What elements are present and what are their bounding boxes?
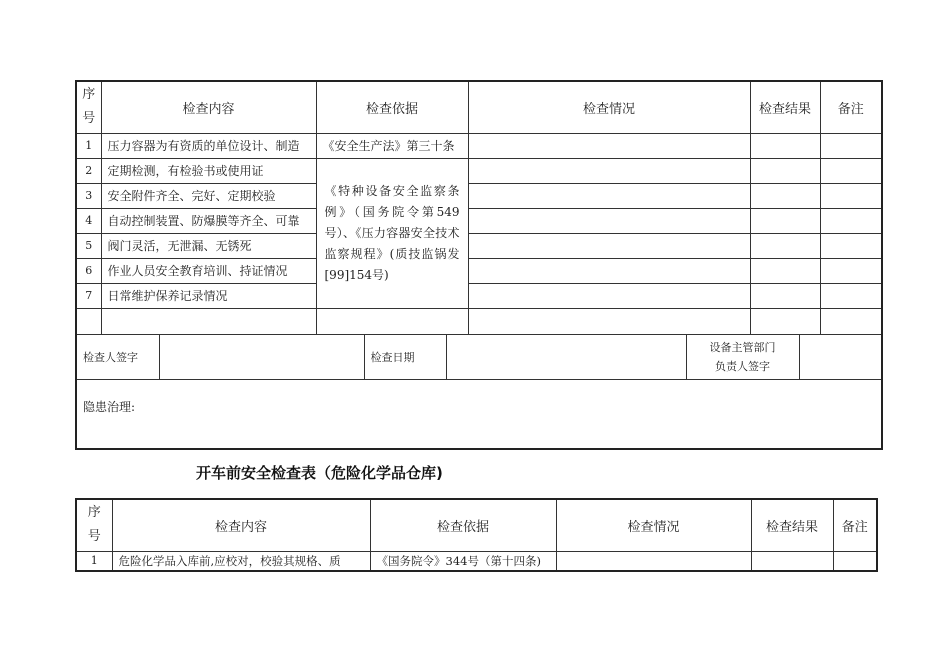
result-cell[interactable]: [750, 208, 820, 233]
signature-row: [76, 334, 882, 379]
section-title: 开车前安全检查表（危险化学品仓库): [196, 464, 443, 482]
row-number: 1: [76, 551, 112, 571]
situation-cell[interactable]: [468, 233, 750, 258]
row-content: 危险化学品入库前,应校对，校验其规格、质: [112, 551, 370, 571]
row-content: 安全附件齐全、完好、定期校验: [101, 183, 316, 208]
row-content[interactable]: [101, 308, 316, 334]
situation-cell[interactable]: [468, 133, 750, 158]
signature-grid: [77, 335, 882, 379]
row-number: 3: [76, 183, 101, 208]
result-cell[interactable]: [750, 158, 820, 183]
table-row: [76, 208, 882, 233]
situation-cell[interactable]: [468, 283, 750, 308]
table-row: [76, 133, 882, 158]
table-row-empty: [76, 308, 882, 334]
row-number: 4: [76, 208, 101, 233]
inspection-date-field[interactable]: [446, 335, 686, 379]
header-basis: 检查依据: [370, 499, 556, 551]
hazard-governance-field[interactable]: [76, 379, 882, 449]
dept-label-line1: 设备主管部门: [709, 340, 776, 354]
table-row: [76, 283, 882, 308]
header-content: 检查内容: [112, 499, 370, 551]
situation-cell[interactable]: [468, 208, 750, 233]
row-content: 定期检测，有检验书或使用证: [101, 158, 316, 183]
row-basis[interactable]: [316, 308, 468, 334]
situation-cell[interactable]: [468, 308, 750, 334]
table-row: [76, 183, 882, 208]
row-basis: 《安全生产法》第三十条: [316, 133, 468, 158]
table-row: [76, 258, 882, 283]
header-situation: 检查情况: [468, 81, 750, 133]
situation-cell[interactable]: [556, 551, 751, 571]
dept-head-signature-field[interactable]: [799, 335, 882, 379]
table-row: [76, 158, 882, 183]
remark-cell[interactable]: [820, 183, 882, 208]
row-content: 阀门灵活，无泄漏、无锈死: [101, 233, 316, 258]
hazard-row: [76, 379, 882, 449]
header-result: 检查结果: [751, 499, 833, 551]
situation-cell[interactable]: [468, 183, 750, 208]
header-basis: 检查依据: [316, 81, 468, 133]
result-cell[interactable]: [750, 183, 820, 208]
remark-cell[interactable]: [820, 208, 882, 233]
header-row: [76, 499, 877, 551]
result-cell[interactable]: [751, 551, 833, 571]
result-cell[interactable]: [750, 233, 820, 258]
remark-cell[interactable]: [820, 158, 882, 183]
row-basis: 《国务院令》344号（第十四条): [370, 551, 556, 571]
remark-cell[interactable]: [833, 551, 877, 571]
remark-cell[interactable]: [820, 308, 882, 334]
row-number: 2: [76, 158, 101, 183]
row-number: 5: [76, 233, 101, 258]
result-cell[interactable]: [750, 133, 820, 158]
result-cell[interactable]: [750, 308, 820, 334]
row-content: 压力容器为有资质的单位设计、制造: [101, 133, 316, 158]
header-remark: 备注: [820, 81, 882, 133]
inspector-signature-label: 检查人签字: [77, 335, 159, 379]
merged-basis-cell: 《特种设备安全监察条例》（国务院令第549号）、《压力容器安全技术监察规程》(质技监锅发[99]154号): [316, 158, 468, 308]
row-content: 自动控制装置、防爆膜等齐全、可靠: [101, 208, 316, 233]
signature-container: [76, 334, 882, 379]
inspection-date-label: 检查日期: [364, 335, 446, 379]
table-row: [76, 551, 877, 571]
header-remark: 备注: [833, 499, 877, 551]
row-number: [76, 308, 101, 334]
header-row: [76, 81, 882, 133]
inspector-signature-field[interactable]: [159, 335, 364, 379]
table-row: [76, 233, 882, 258]
remark-cell[interactable]: [820, 233, 882, 258]
situation-cell[interactable]: [468, 258, 750, 283]
header-no: 序号: [76, 81, 101, 133]
result-cell[interactable]: [750, 258, 820, 283]
pressure-vessel-checklist-table: [75, 80, 883, 450]
row-content: 作业人员安全教育培训、持证情况: [101, 258, 316, 283]
hazard-governance-label: 隐患治理:: [83, 399, 136, 414]
header-situation: 检查情况: [556, 499, 751, 551]
row-content: 日常维护保养记录情况: [101, 283, 316, 308]
row-number: 6: [76, 258, 101, 283]
row-number: 1: [76, 133, 101, 158]
remark-cell[interactable]: [820, 258, 882, 283]
header-result: 检查结果: [750, 81, 820, 133]
dept-label-line2: 负责人签字: [715, 359, 770, 373]
situation-cell[interactable]: [468, 158, 750, 183]
header-content: 检查内容: [101, 81, 316, 133]
result-cell[interactable]: [750, 283, 820, 308]
dept-head-signature-label: [686, 335, 799, 379]
remark-cell[interactable]: [820, 133, 882, 158]
row-number: 7: [76, 283, 101, 308]
header-no: 序号: [76, 499, 112, 551]
chemical-warehouse-checklist-table: [75, 498, 878, 572]
remark-cell[interactable]: [820, 283, 882, 308]
